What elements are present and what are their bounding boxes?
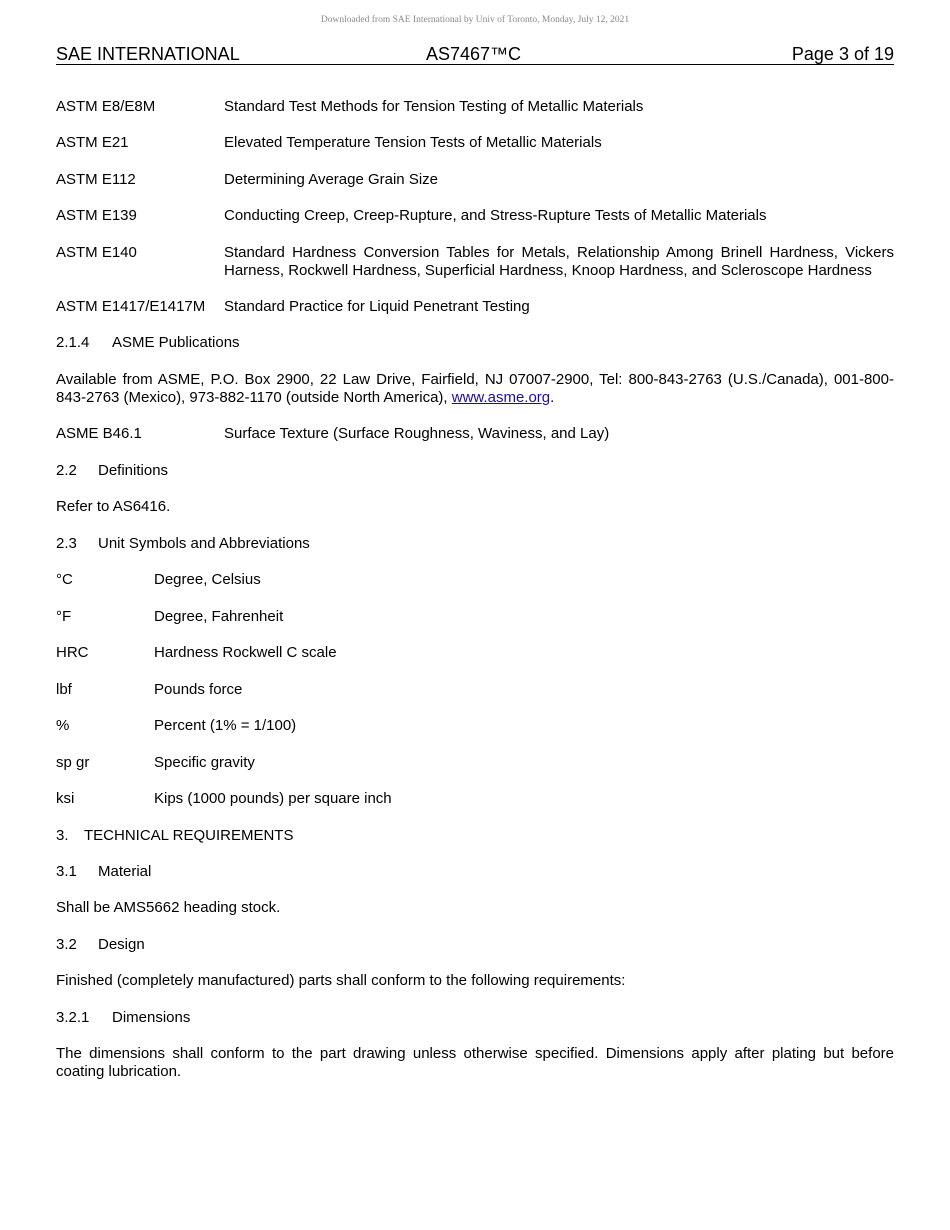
reference-title: Elevated Temperature Tension Tests of Metallic Materials [224, 134, 602, 151]
reference-code: ASTM E139 [56, 207, 137, 224]
unit-description: Specific gravity [154, 754, 255, 771]
section-number: 3.1 [56, 863, 77, 880]
unit-symbol: HRC [56, 644, 89, 661]
section-heading-asme [56, 334, 240, 352]
download-watermark: Downloaded from SAE International by Univ of Toronto, Monday, July 12, 2021 [320, 15, 630, 25]
reference-code: ASTM E1417/E1417M [56, 298, 206, 315]
dimensions-text: The dimensions shall conform to the part drawing unless otherwise specified. Dimensions apply after plating but before coating lubrication. [56, 1045, 894, 1080]
unit-description: Hardness Rockwell C scale [154, 644, 337, 661]
unit-symbol: °C [56, 571, 73, 588]
section-heading-technical-requirements [56, 827, 293, 845]
reference-title: Conducting Creep, Creep-Rupture, and Stress-Rupture Tests of Metallic Materials [224, 207, 767, 224]
material-text: Shall be AMS5662 heading stock. [56, 899, 281, 916]
reference-title: Determining Average Grain Size [224, 171, 438, 188]
section-title: Design [98, 936, 145, 953]
unit-symbol: % [56, 717, 70, 734]
section-title: Definitions [98, 462, 169, 479]
section-heading-dimensions [56, 1009, 190, 1027]
section-title: TECHNICAL REQUIREMENTS [84, 827, 294, 844]
section-number: 2.3 [56, 535, 77, 552]
section-number: 2.1.4 [56, 334, 90, 351]
section-heading-material [56, 863, 151, 881]
section-title: Material [98, 863, 152, 880]
header-doc-id: AS7467™C [426, 44, 522, 64]
section-title: ASME Publications [112, 334, 240, 351]
reference-title: Surface Texture (Surface Roughness, Waviness, and Lay) [224, 425, 610, 442]
unit-symbol: ksi [56, 790, 75, 807]
asme-availability-paragraph [56, 371, 894, 407]
section-number: 3.2 [56, 936, 77, 953]
reference-code: ASTM E140 [56, 244, 137, 261]
unit-symbol: sp gr [56, 754, 90, 771]
reference-title: Standard Test Methods for Tension Testing of Metallic Materials [224, 98, 644, 115]
reference-code: ASTM E8/E8M [56, 98, 156, 115]
section-title: Dimensions [112, 1009, 191, 1026]
section-number: 2.2 [56, 462, 77, 479]
unit-description: Degree, Fahrenheit [154, 608, 284, 625]
unit-symbol: °F [56, 608, 72, 625]
reference-code: ASME B46.1 [56, 425, 142, 442]
reference-code: ASTM E112 [56, 171, 136, 188]
header-org: SAE INTERNATIONAL [56, 44, 240, 64]
section-number: 3. [56, 827, 69, 844]
unit-symbol: lbf [56, 681, 72, 698]
header-page-number: Page 3 of 19 [791, 44, 894, 64]
availability-text: Available from ASME, P.O. Box 2900, 22 Law Drive, Fairfield, NJ 07007-2900, Tel: 800-843-2763 (U.S./Canada), 001-800-843-2763 (Mexico), 973-882-1170 (outside North America), [56, 371, 894, 406]
section-heading-units [56, 535, 310, 553]
reference-title: Standard Practice for Liquid Penetrant Testing [224, 298, 530, 315]
asme-website-link[interactable]: www.asme.org [451, 389, 551, 406]
reference-title: Standard Hardness Conversion Tables for Metals, Relationship Among Brinell Hardness, Vickers Harness, Rockwell Hardness, Superficial Hardness, Knoop Hardness, and Scleroscope Hardness [224, 244, 894, 279]
section-heading-design [56, 936, 145, 954]
reference-code: ASTM E21 [56, 134, 129, 151]
unit-description: Kips (1000 pounds) per square inch [154, 790, 392, 807]
page-header [56, 44, 894, 65]
section-number: 3.2.1 [56, 1009, 90, 1026]
availability-text-end: . [550, 389, 555, 406]
definitions-text: Refer to AS6416. [56, 498, 171, 515]
design-text: Finished (completely manufactured) parts shall conform to the following requirements: [56, 972, 626, 989]
unit-description: Percent (1% = 1/100) [154, 717, 297, 734]
unit-description: Degree, Celsius [154, 571, 261, 588]
unit-description: Pounds force [154, 681, 243, 698]
section-title: Unit Symbols and Abbreviations [98, 535, 310, 552]
section-heading-definitions [56, 462, 168, 480]
